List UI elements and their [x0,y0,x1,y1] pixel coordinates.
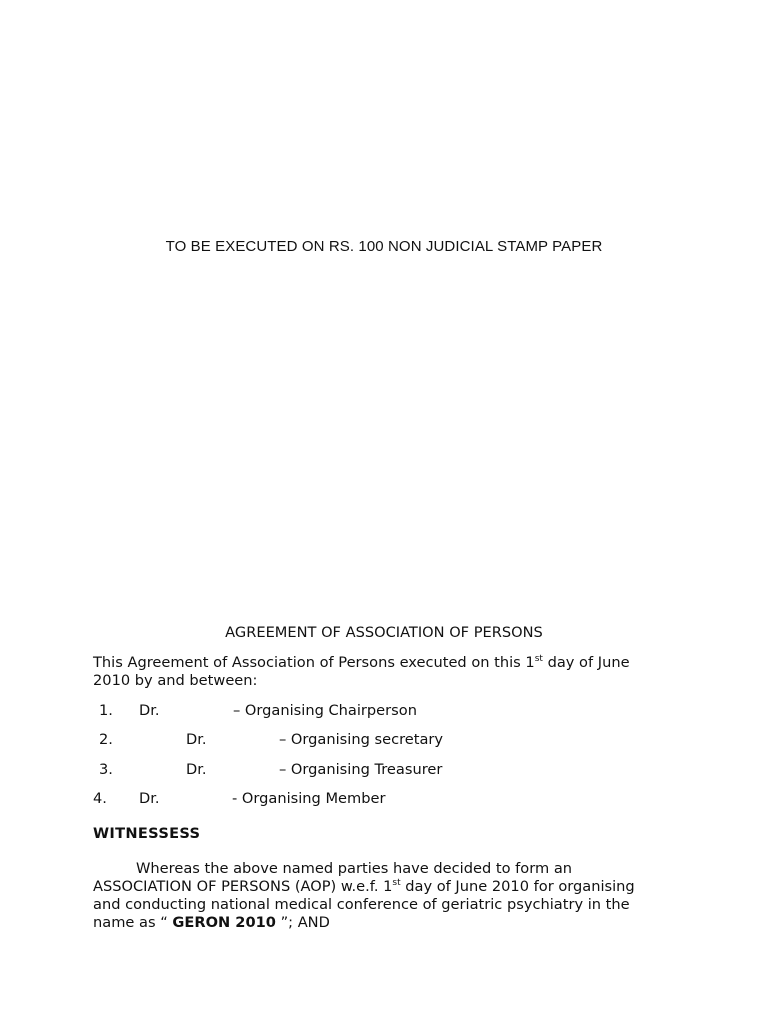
whereas-line-2-cont: day of June 2010 for organising [400,878,635,895]
stamp-paper-note: TO BE EXECUTED ON RS. 100 NON JUDICIAL STAMP PAPER [165,238,603,255]
party-title: Dr. [186,761,207,778]
whereas-line-1: Whereas the above named parties have decided to form an [136,860,573,877]
party-row [0,702,768,720]
party-role: – Organising Chairperson [233,702,417,719]
whereas-line-2: ASSOCIATION OF PERSONS (AOP) w.e.f. 1 [93,878,393,895]
party-role: – Organising secretary [279,731,444,748]
party-number: 1. [99,702,113,719]
intro-paragraph [93,654,683,690]
witness-heading: WITNESSESS [93,825,201,842]
party-number: 4. [93,790,107,807]
party-title: Dr. [139,702,160,719]
party-number: 3. [99,761,113,778]
party-title: Dr. [186,731,207,748]
whereas-superscript: st [392,878,401,888]
party-role: - Organising Member [232,790,386,807]
intro-superscript: st [534,654,543,664]
party-row [0,731,768,749]
whereas-line-3: and conducting national medical conference of geriatric psychiatry in the [93,896,630,913]
party-number: 2. [99,731,113,748]
intro-line-2: 2010 by and between: [93,672,258,689]
intro-text: This Agreement of Association of Persons executed on this 1 [93,654,535,671]
agreement-title: AGREEMENT OF ASSOCIATION OF PERSONS [225,624,543,641]
party-row [0,790,768,808]
whereas-line-4-end: ”; AND [275,914,330,931]
party-title: Dr. [139,790,160,807]
intro-text-cont: day of June [542,654,630,671]
whereas-paragraph [93,860,693,932]
party-row [0,761,768,779]
whereas-line-4-start: name as “ [93,914,173,931]
event-name: GERON 2010 [172,914,276,931]
party-role: – Organising Treasurer [279,761,443,778]
